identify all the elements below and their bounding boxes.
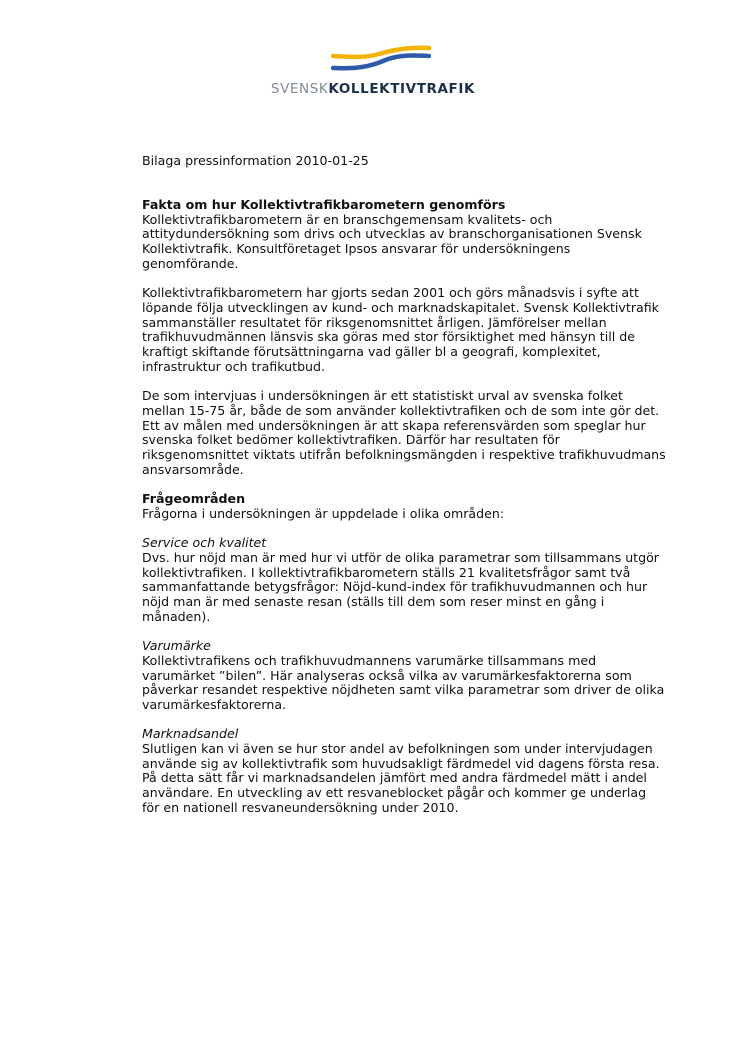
date-line: Bilaga pressinformation 2010-01-25 — [142, 153, 369, 168]
text-line: trafikhuvudmännen länsvis ska göras med stor försiktighet med hänsyn till de — [142, 329, 635, 345]
text-line: De som intervjuas i undersökningen är ett statistiskt urval av svenska folket — [142, 388, 623, 404]
section-fakta — [142, 198, 682, 272]
paragraph-sample — [142, 389, 682, 477]
subheading-service: Service och kvalitet — [142, 535, 267, 551]
text-line: attitydundersökning som drivs och utvecklas av branschorganisationen Svensk — [142, 226, 642, 242]
text-line: påverkar resandet respektive nöjdheten samt vilka parametrar som driver de olika — [142, 682, 665, 698]
text-line: svenska folket bedömer kollektivtrafiken. Därför har resultaten för — [142, 432, 560, 448]
text-line: Kollektivtrafikbarometern har gjorts sedan 2001 och görs månadsvis i syfte att — [142, 285, 639, 301]
logo — [0, 40, 746, 100]
logo-wordmark — [0, 81, 746, 97]
text-line: Kollektivtrafikens och trafikhuvudmannens varumärke tillsammans med — [142, 652, 597, 668]
text-line: Frågorna i undersökningen är uppdelade i olika områden: — [142, 505, 505, 521]
document-body — [142, 154, 682, 830]
text-line: användare. En utveckling av ett resvaneblocket pågår och kommer ge underlag — [142, 785, 647, 801]
text-line: kollektivtrafiken. I kollektivtrafikbarometern ställs 21 kvalitetsfrågor samt två — [142, 564, 631, 580]
section-heading-frageomraden: Frågeområden — [142, 491, 246, 507]
section-frageomraden — [142, 492, 682, 521]
text-line: mellan 15-75 år, både de som använder kollektivtrafiken och de som inte gör det. — [142, 402, 660, 418]
text-line: Kollektivtrafikbarometern är en branschgemensam kvalitets- och — [142, 211, 553, 227]
section-varumarke — [142, 639, 682, 713]
text-line: använde sig av kollektivtrafik som huvudsakligt färdmedel vid dagens första resa. — [142, 755, 660, 771]
paragraph-frageomraden — [142, 506, 504, 521]
paragraph-history — [142, 286, 682, 374]
wave-logo-icon — [331, 45, 431, 71]
paragraph-marknadsandel — [142, 741, 660, 815]
text-line: Ett av målen med undersökningen är att skapa referensvärden som speglar hur — [142, 417, 646, 433]
text-line: kraftigt skiftande förutsättningarna vad gäller bl a geografi, komplexitet, — [142, 344, 601, 360]
subheading-varumarke: Varumärke — [142, 638, 211, 654]
text-line: sammanställer resultatet för riksgenomsnittet årligen. Jämförelser mellan — [142, 314, 607, 330]
text-line: löpande följa utvecklingen av kund- och marknadskapitalet. Svensk Kollektivtrafik — [142, 299, 659, 315]
text-line: månaden). — [142, 608, 211, 624]
text-line: sammanfattande betygsfrågor: Nöjd-kund-index för trafikhuvudmannen och hur — [142, 579, 648, 595]
text-line: riksgenomsnittet viktats utifrån befolkningsmängden i respektive trafikhuvudmans — [142, 447, 666, 462]
text-line: nöjd man är med senaste resan (ställs till dem som reser minst en gång i — [142, 594, 605, 609]
paragraph-fakta — [142, 212, 642, 271]
paragraph-varumarke — [142, 653, 664, 712]
text-line: Slutligen kan vi även se hur stor andel av befolkningen som under intervjudagen — [142, 741, 653, 756]
text-line: för en nationell resvaneundersökning under 2010. — [142, 799, 459, 815]
paragraph-service — [142, 550, 659, 624]
section-marknadsandel — [142, 727, 682, 815]
text-line: Dvs. hur nöjd man är med hur vi utför de olika parametrar som tillsammans utgör — [142, 549, 659, 565]
text-line: varumärket ”bilen”. Här analyseras också vilka av varumärkesfaktorerna som — [142, 667, 632, 683]
text-line: På detta sätt får vi marknadsandelen jämfört med andra färdmedel mätt i andel — [142, 770, 647, 786]
logo-text-light: SVENSK — [270, 81, 329, 97]
text-line: Kollektivtrafik. Konsultföretaget Ipsos ansvarar för undersökningens — [142, 241, 571, 257]
section-service — [142, 536, 682, 624]
text-line: infrastruktur och trafikutbud. — [142, 358, 326, 374]
text-line: varumärkesfaktorerna. — [142, 696, 287, 712]
text-line: genomförande. — [142, 255, 239, 271]
logo-text-bold: KOLLEKTIVTRAFIK — [328, 81, 476, 97]
section-heading-fakta: Fakta om hur Kollektivtrafikbarometern genomförs — [142, 197, 506, 213]
text-line: ansvarsområde. — [142, 461, 244, 477]
subheading-marknadsandel: Marknadsandel — [142, 726, 239, 742]
